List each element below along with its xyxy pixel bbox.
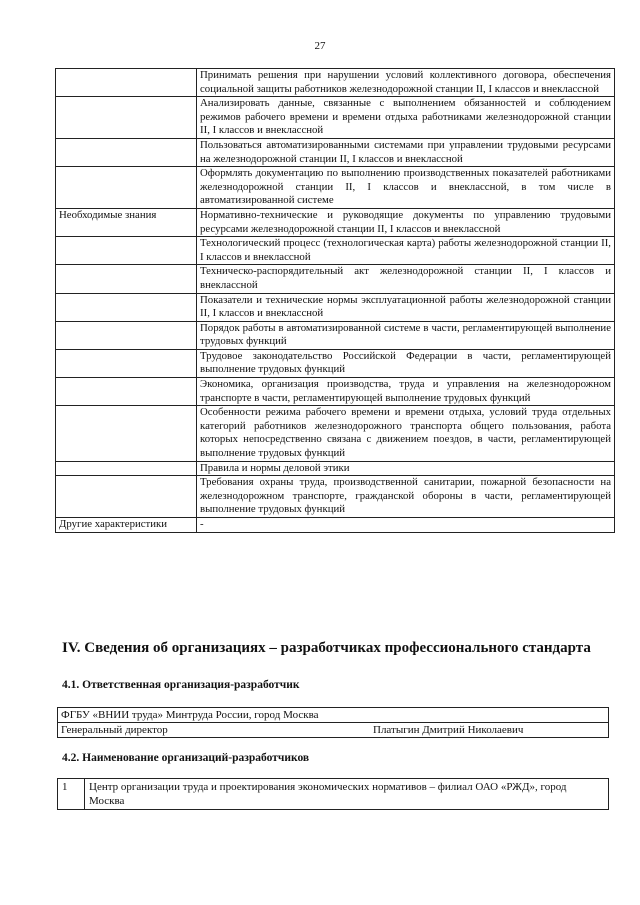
row-label — [56, 138, 197, 166]
table-row — [56, 378, 615, 406]
table-row — [56, 167, 615, 209]
row-description: Порядок работы в автоматизированной системе в части, регламентирующей выполнение трудовых функций — [197, 321, 615, 349]
table-row — [56, 237, 615, 265]
table-row — [56, 208, 615, 236]
row-description: Анализировать данные, связанные с выполнением обязанностей и соблюдением режимов рабочего времени и времени отдыха работниками железнодорожной станции II, I классов и внеклассной — [197, 97, 615, 139]
table-row — [56, 518, 615, 533]
row-description: - — [197, 518, 615, 533]
table-row — [56, 69, 615, 97]
table-row — [56, 97, 615, 139]
row-description: Экономика, организация производства, труда и управления на железнодорожном транспорте в части, регламентирующей выполнение трудовых функций — [197, 378, 615, 406]
table-row — [56, 321, 615, 349]
table-row — [56, 293, 615, 321]
developers-heading: 4.2. Наименование организаций-разработчиков — [62, 752, 310, 764]
row-label — [56, 461, 197, 476]
row-label — [56, 237, 197, 265]
row-description: Показатели и технические нормы эксплуатационной работы железнодорожной станции II, I классов и внеклассной — [197, 293, 615, 321]
page-number: 27 — [314, 40, 326, 52]
row-label — [56, 293, 197, 321]
knowledge-table — [55, 68, 615, 533]
row-label — [56, 167, 197, 209]
row-description: Нормативно-технические и руководящие документы по управлению трудовыми ресурсами железнодорожной станции II, I классов и внеклассной — [197, 208, 615, 236]
row-label: Необходимые знания — [56, 208, 197, 236]
developers-table — [57, 778, 609, 810]
developer-name: Центр организации труда и проектирования экономических нормативов – филиал ОАО «РЖД», город Москва — [85, 779, 609, 810]
director-name: Платыгин Дмитрий Николаевич — [373, 724, 524, 736]
row-description: Трудовое законодательство Российской Федерации в части, регламентирующей выполнение трудовых функций — [197, 349, 615, 377]
org-name-row — [58, 708, 609, 723]
table-row — [56, 476, 615, 518]
row-description: Пользоваться автоматизированными системами при управлении трудовыми ресурсами на железнодорожной станции II, I классов и внеклассной — [197, 138, 615, 166]
row-label — [56, 349, 197, 377]
row-description: Принимать решения при нарушении условий коллективного договора, обеспечения социальной защиты работников железнодорожной станции II, I классов и внеклассной — [197, 69, 615, 97]
table-row — [56, 265, 615, 293]
responsible-org-heading: 4.1. Ответственная организация-разработчик — [62, 679, 300, 691]
row-label — [56, 406, 197, 461]
director-title: Генеральный директор — [61, 724, 168, 736]
row-label — [56, 476, 197, 518]
table-row — [56, 406, 615, 461]
responsible-org-table — [57, 707, 609, 738]
row-description: Особенности режима рабочего времени и времени отдыха, условий труда отдельных категорий работников железнодорожного транспорта общего пользования, работа которых непосредственно связана с движением поездов, в части, регламентирующей выполнение трудовых функций — [197, 406, 615, 461]
row-description: Требования охраны труда, производственной санитарии, пожарной безопасности на железнодорожном транспорте, гражданской обороны в части, регламентирующей выполнение трудовых функций — [197, 476, 615, 518]
table-row — [56, 138, 615, 166]
row-description: Правила и нормы деловой этики — [197, 461, 615, 476]
org-name-cell: ФГБУ «ВНИИ труда» Минтруда России, город Москва — [58, 708, 609, 723]
developer-row — [58, 779, 609, 810]
row-label: Другие характеристики — [56, 518, 197, 533]
row-description: Техническо-распорядительный акт железнодорожной станции II, I классов и внеклассной — [197, 265, 615, 293]
table-row — [56, 349, 615, 377]
director-row — [58, 723, 609, 738]
developer-number: 1 — [58, 779, 85, 810]
row-label — [56, 69, 197, 97]
row-label — [56, 97, 197, 139]
row-description: Оформлять документацию по выполнению производственных показателей работниками железнодорожной станции II, I классов и внеклассной, в том числе в автоматизированной системе — [197, 167, 615, 209]
row-description: Технологический процесс (технологическая карта) работы железнодорожной станции II, I классов и внеклассной — [197, 237, 615, 265]
table-row — [56, 461, 615, 476]
row-label — [56, 378, 197, 406]
row-label — [56, 265, 197, 293]
section-title: IV. Сведения об организациях – разработчиках профессионального стандарта — [62, 640, 591, 656]
row-label — [56, 321, 197, 349]
